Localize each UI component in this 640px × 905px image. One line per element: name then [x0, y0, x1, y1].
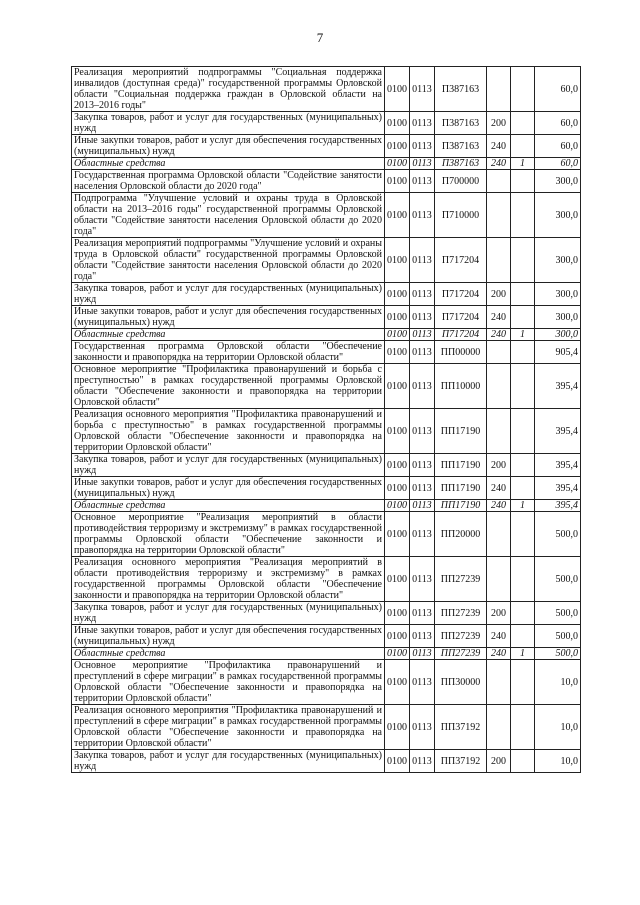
row-name-cell: Основное мероприятие "Реализация мероприятий в области противодействия терроризму и экстремизму" в рамках государственной программы Орловской области "Обеспечение законности и правопорядка на территории Орловской области": [72, 512, 385, 557]
subsection-code-cell: 0113: [410, 364, 435, 409]
section-code-cell: 0100: [385, 158, 410, 170]
target-article-cell: ПП20000: [435, 512, 487, 557]
section-code-cell: 0100: [385, 135, 410, 158]
expense-type-cell: 200: [487, 750, 511, 773]
subsection-code-cell: 0113: [410, 454, 435, 477]
funding-code-cell: [511, 238, 535, 283]
subsection-code-cell: 0113: [410, 135, 435, 158]
expense-type-cell: [487, 364, 511, 409]
target-article-cell: П710000: [435, 193, 487, 238]
section-code-cell: 0100: [385, 409, 410, 454]
target-article-cell: ПП17190: [435, 409, 487, 454]
funding-code-cell: [511, 135, 535, 158]
section-code-cell: 0100: [385, 512, 410, 557]
table-row: [72, 477, 581, 500]
row-name-cell: Областные средства: [72, 648, 385, 660]
amount-cell: 395,4: [535, 500, 581, 512]
amount-cell: 500,0: [535, 557, 581, 602]
expense-type-cell: [487, 238, 511, 283]
section-code-cell: 0100: [385, 238, 410, 283]
target-article-cell: ПП00000: [435, 341, 487, 364]
section-code-cell: 0100: [385, 67, 410, 112]
target-article-cell: ПП37192: [435, 750, 487, 773]
table-row: [72, 341, 581, 364]
subsection-code-cell: 0113: [410, 557, 435, 602]
funding-code-cell: 1: [511, 648, 535, 660]
row-name-cell: Государственная программа Орловской области "Содействие занятости населения Орловской области до 2020 года": [72, 170, 385, 193]
row-name-cell: Иные закупки товаров, работ и услуг для обеспечения государственных (муниципальных) нужд: [72, 477, 385, 500]
row-name-cell: Реализация основного мероприятия "Профилактика правонарушений и преступлений в сфере миграции" в рамках государственной программы Орловской области "Обеспечение законности и правопорядка на территории Орловской области": [72, 705, 385, 750]
amount-cell: 60,0: [535, 135, 581, 158]
funding-code-cell: [511, 67, 535, 112]
expense-type-cell: 240: [487, 306, 511, 329]
row-name-cell: Реализация основного мероприятия "Реализация мероприятий в области противодействия терроризму и экстремизму" в рамках государственной программы Орловской области "Обеспечение законности и правопорядка на территории Орловской области": [72, 557, 385, 602]
table-row: [72, 660, 581, 705]
row-name-cell: Областные средства: [72, 500, 385, 512]
expense-type-cell: 240: [487, 500, 511, 512]
amount-cell: 300,0: [535, 238, 581, 283]
target-article-cell: П387163: [435, 135, 487, 158]
section-code-cell: 0100: [385, 454, 410, 477]
subsection-code-cell: 0113: [410, 306, 435, 329]
section-code-cell: 0100: [385, 329, 410, 341]
row-name-cell: Основное мероприятие "Профилактика правонарушений и преступлений в сфере миграции" в рамках государственной программы Орловской области "Обеспечение законности и правопорядка на территории Орловской области": [72, 660, 385, 705]
table-row: [72, 512, 581, 557]
funding-code-cell: [511, 557, 535, 602]
funding-code-cell: 1: [511, 500, 535, 512]
row-name-cell: Закупка товаров, работ и услуг для государственных (муниципальных) нужд: [72, 112, 385, 135]
table-row: [72, 193, 581, 238]
amount-cell: 905,4: [535, 341, 581, 364]
row-name-cell: Областные средства: [72, 158, 385, 170]
table-row: [72, 364, 581, 409]
subsection-code-cell: 0113: [410, 170, 435, 193]
target-article-cell: ПП27239: [435, 602, 487, 625]
table-row: [72, 648, 581, 660]
table-row: [72, 67, 581, 112]
funding-code-cell: [511, 705, 535, 750]
table-row: [72, 158, 581, 170]
row-name-cell: Иные закупки товаров, работ и услуг для обеспечения государственных (муниципальных) нужд: [72, 135, 385, 158]
subsection-code-cell: 0113: [410, 283, 435, 306]
subsection-code-cell: 0113: [410, 648, 435, 660]
row-name-cell: Реализация мероприятий подпрограммы "Улучшение условий и охраны труда в Орловской области" государственной программы Орловской области "Содействие занятости населения Орловской области до 2020 года": [72, 238, 385, 283]
funding-code-cell: [511, 477, 535, 500]
expense-type-cell: 240: [487, 625, 511, 648]
budget-table: [71, 66, 581, 773]
section-code-cell: 0100: [385, 170, 410, 193]
table-row: [72, 170, 581, 193]
subsection-code-cell: 0113: [410, 341, 435, 364]
amount-cell: 395,4: [535, 409, 581, 454]
funding-code-cell: [511, 193, 535, 238]
section-code-cell: 0100: [385, 364, 410, 409]
target-article-cell: П387163: [435, 112, 487, 135]
funding-code-cell: 1: [511, 158, 535, 170]
subsection-code-cell: 0113: [410, 112, 435, 135]
target-article-cell: П700000: [435, 170, 487, 193]
target-article-cell: П717204: [435, 306, 487, 329]
subsection-code-cell: 0113: [410, 67, 435, 112]
expense-type-cell: 240: [487, 477, 511, 500]
table-row: [72, 705, 581, 750]
row-name-cell: Государственная программа Орловской области "Обеспечение законности и правопорядка на территории Орловской области": [72, 341, 385, 364]
target-article-cell: ПП10000: [435, 364, 487, 409]
row-name-cell: Основное мероприятие "Профилактика правонарушений и борьба с преступностью" в рамках государственной программы Орловской области "Обеспечение законности и правопорядка на территории Орловской области": [72, 364, 385, 409]
section-code-cell: 0100: [385, 477, 410, 500]
row-name-cell: Реализация мероприятий подпрограммы "Социальная поддержка инвалидов (доступная среда)" государственной программы Орловской области "Социальная поддержка граждан в Орловской области на 2013–2016 годы": [72, 67, 385, 112]
table-row: [72, 238, 581, 283]
funding-code-cell: [511, 364, 535, 409]
subsection-code-cell: 0113: [410, 705, 435, 750]
subsection-code-cell: 0113: [410, 625, 435, 648]
subsection-code-cell: 0113: [410, 158, 435, 170]
table-body: [72, 67, 581, 773]
amount-cell: 300,0: [535, 306, 581, 329]
section-code-cell: 0100: [385, 625, 410, 648]
expense-type-cell: 200: [487, 454, 511, 477]
amount-cell: 500,0: [535, 602, 581, 625]
section-code-cell: 0100: [385, 306, 410, 329]
amount-cell: 500,0: [535, 625, 581, 648]
target-article-cell: П387163: [435, 67, 487, 112]
section-code-cell: 0100: [385, 193, 410, 238]
expense-type-cell: 240: [487, 329, 511, 341]
amount-cell: 10,0: [535, 705, 581, 750]
amount-cell: 500,0: [535, 512, 581, 557]
funding-code-cell: 1: [511, 329, 535, 341]
subsection-code-cell: 0113: [410, 512, 435, 557]
table-row: [72, 625, 581, 648]
target-article-cell: ПП30000: [435, 660, 487, 705]
row-name-cell: Реализация основного мероприятия "Профилактика правонарушений и борьба с преступностью" в рамках государственной программы Орловской области "Обеспечение законности и правопорядка на территории Орловской области": [72, 409, 385, 454]
page-number: 7: [316, 30, 324, 45]
expense-type-cell: [487, 67, 511, 112]
funding-code-cell: [511, 306, 535, 329]
table-row: [72, 135, 581, 158]
funding-code-cell: [511, 750, 535, 773]
expense-type-cell: [487, 660, 511, 705]
amount-cell: 300,0: [535, 170, 581, 193]
subsection-code-cell: 0113: [410, 602, 435, 625]
expense-type-cell: [487, 557, 511, 602]
table-row: [72, 283, 581, 306]
section-code-cell: 0100: [385, 341, 410, 364]
expense-type-cell: 200: [487, 112, 511, 135]
section-code-cell: 0100: [385, 557, 410, 602]
expense-type-cell: [487, 705, 511, 750]
row-name-cell: Иные закупки товаров, работ и услуг для обеспечения государственных (муниципальных) нужд: [72, 306, 385, 329]
table-row: [72, 454, 581, 477]
funding-code-cell: [511, 170, 535, 193]
target-article-cell: П717204: [435, 238, 487, 283]
section-code-cell: 0100: [385, 705, 410, 750]
table-row: [72, 557, 581, 602]
target-article-cell: ПП27239: [435, 648, 487, 660]
target-article-cell: ПП37192: [435, 705, 487, 750]
subsection-code-cell: 0113: [410, 238, 435, 283]
amount-cell: 10,0: [535, 660, 581, 705]
section-code-cell: 0100: [385, 648, 410, 660]
expense-type-cell: [487, 409, 511, 454]
section-code-cell: 0100: [385, 750, 410, 773]
expense-type-cell: 240: [487, 158, 511, 170]
amount-cell: 300,0: [535, 283, 581, 306]
funding-code-cell: [511, 625, 535, 648]
row-name-cell: Закупка товаров, работ и услуг для государственных (муниципальных) нужд: [72, 454, 385, 477]
funding-code-cell: [511, 602, 535, 625]
expense-type-cell: [487, 341, 511, 364]
target-article-cell: П387163: [435, 158, 487, 170]
table-row: [72, 409, 581, 454]
amount-cell: 300,0: [535, 329, 581, 341]
row-name-cell: Закупка товаров, работ и услуг для государственных (муниципальных) нужд: [72, 283, 385, 306]
table-row: [72, 500, 581, 512]
expense-type-cell: [487, 170, 511, 193]
expense-type-cell: [487, 193, 511, 238]
amount-cell: 500,0: [535, 648, 581, 660]
subsection-code-cell: 0113: [410, 500, 435, 512]
funding-code-cell: [511, 409, 535, 454]
expense-type-cell: 200: [487, 283, 511, 306]
target-article-cell: ПП17190: [435, 454, 487, 477]
target-article-cell: ПП27239: [435, 557, 487, 602]
funding-code-cell: [511, 112, 535, 135]
row-name-cell: Иные закупки товаров, работ и услуг для обеспечения государственных (муниципальных) нужд: [72, 625, 385, 648]
target-article-cell: ПП17190: [435, 477, 487, 500]
amount-cell: 60,0: [535, 158, 581, 170]
table-row: [72, 750, 581, 773]
target-article-cell: ПП27239: [435, 625, 487, 648]
amount-cell: 60,0: [535, 67, 581, 112]
funding-code-cell: [511, 341, 535, 364]
table-row: [72, 329, 581, 341]
row-name-cell: Подпрограмма "Улучшение условий и охраны труда в Орловской области на 2013–2016 годы" государственной программы Орловской области "Содействие занятости населения Орловской области до 2020 года": [72, 193, 385, 238]
table-row: [72, 112, 581, 135]
row-name-cell: Закупка товаров, работ и услуг для государственных (муниципальных) нужд: [72, 750, 385, 773]
target-article-cell: П717204: [435, 283, 487, 306]
target-article-cell: П717204: [435, 329, 487, 341]
amount-cell: 300,0: [535, 193, 581, 238]
table-row: [72, 306, 581, 329]
funding-code-cell: [511, 283, 535, 306]
expense-type-cell: 240: [487, 648, 511, 660]
section-code-cell: 0100: [385, 112, 410, 135]
amount-cell: 10,0: [535, 750, 581, 773]
section-code-cell: 0100: [385, 283, 410, 306]
section-code-cell: 0100: [385, 500, 410, 512]
amount-cell: 60,0: [535, 112, 581, 135]
amount-cell: 395,4: [535, 477, 581, 500]
expense-type-cell: 240: [487, 135, 511, 158]
expense-type-cell: 200: [487, 602, 511, 625]
expense-type-cell: [487, 512, 511, 557]
subsection-code-cell: 0113: [410, 329, 435, 341]
amount-cell: 395,4: [535, 364, 581, 409]
target-article-cell: ПП17190: [435, 500, 487, 512]
subsection-code-cell: 0113: [410, 660, 435, 705]
section-code-cell: 0100: [385, 660, 410, 705]
row-name-cell: Областные средства: [72, 329, 385, 341]
row-name-cell: Закупка товаров, работ и услуг для государственных (муниципальных) нужд: [72, 602, 385, 625]
subsection-code-cell: 0113: [410, 477, 435, 500]
section-code-cell: 0100: [385, 602, 410, 625]
table-row: [72, 602, 581, 625]
amount-cell: 395,4: [535, 454, 581, 477]
subsection-code-cell: 0113: [410, 193, 435, 238]
funding-code-cell: [511, 454, 535, 477]
subsection-code-cell: 0113: [410, 750, 435, 773]
funding-code-cell: [511, 660, 535, 705]
subsection-code-cell: 0113: [410, 409, 435, 454]
funding-code-cell: [511, 512, 535, 557]
